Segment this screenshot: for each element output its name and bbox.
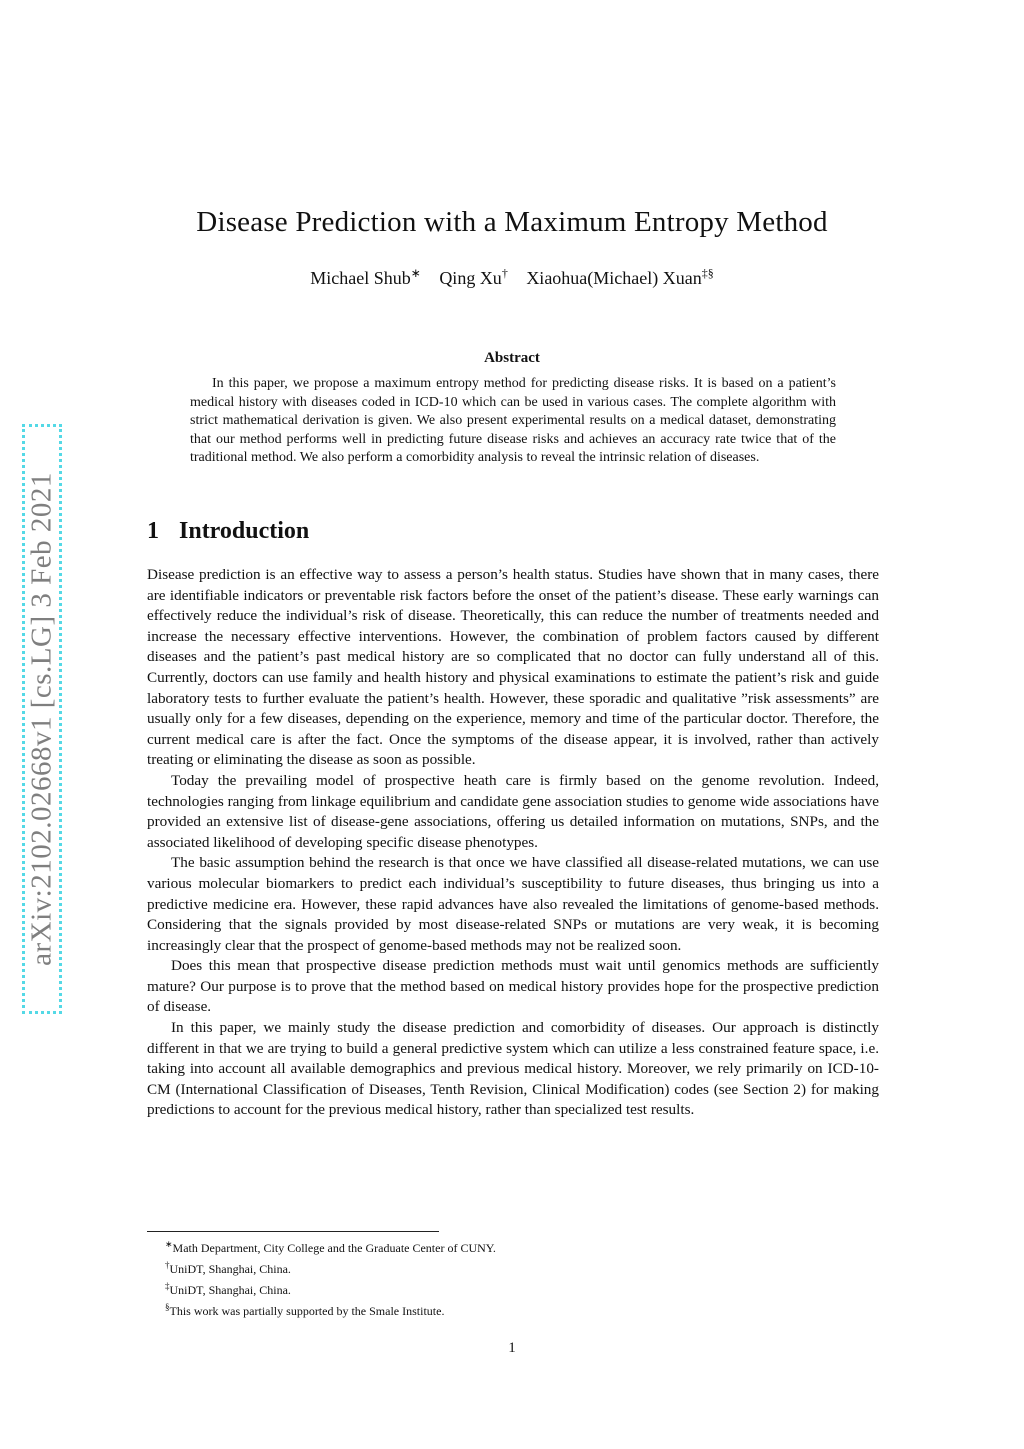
footnote — [165, 1278, 496, 1299]
footnote-mark: ‡ — [165, 1281, 170, 1291]
body-paragraph: In this paper, we mainly study the disease prediction and comorbidity of diseases. Our approach is distinctly different in that we are trying to build a general predictive system which can utilize a less constrained feature space, i.e. taking into account all available demographics and previous medical history. Moreover, we rely primarily on ICD-10-CM (International Classification of Diseases, Tenth Revision, Clinical Modification) codes (see Section 2) for making predictions to account for the previous medical history, rather than specialized test results. — [147, 1019, 879, 1119]
footnote-mark: ∗ — [165, 1239, 173, 1249]
author-name: Qing Xu — [439, 268, 502, 288]
footnote-text: UniDT, Shanghai, China. — [169, 1283, 291, 1297]
page-number: 1 — [508, 1340, 516, 1356]
author-name: Michael Shub — [310, 268, 411, 288]
abstract-text: In this paper, we propose a maximum entropy method for predicting disease risks. It is based on a patient’s medical history with diseases coded in ICD-10 which can be used in various cases. The complete algorithm with strict mathematical derivation is given. We also present experimental results on a medical dataset, demonstrating that our method performs well in predicting future disease risks and achieves an accuracy rate twice that of the traditional method. We also perform a comorbidity analysis to reveal the intrinsic relation of diseases. — [190, 376, 836, 466]
footnotes — [165, 1236, 496, 1320]
footnote-text: This work was partially supported by the Smale Institute. — [169, 1304, 445, 1318]
author-name: Xiaohua(Michael) Xuan — [526, 268, 702, 288]
arxiv-identifier: arXiv:2102.02668v1 [cs.LG] 3 Feb 2021 — [25, 472, 58, 966]
author-footnote-mark: ‡§ — [701, 266, 714, 280]
abstract-heading: Abstract — [484, 350, 540, 366]
section-title: Introduction — [179, 518, 310, 544]
author-list — [0, 266, 1024, 289]
footnote — [165, 1299, 496, 1320]
footnote-mark: † — [165, 1260, 170, 1270]
body-paragraph: The basic assumption behind the research is that once we have classified all disease-related mutations, we can use various molecular biomarkers to predict each individual’s susceptibility to future diseases, thus bringing us into a predictive medicine era. However, these rapid advances have also revealed the limitations of genome-based methods. Considering that the signals provided by most disease-related SNPs or mutations are very weak, it is becoming increasingly clear that the prospect of genome-based methods may not be realized soon. — [147, 854, 879, 954]
footnote-mark: § — [165, 1302, 170, 1312]
footnote — [165, 1257, 496, 1278]
author-footnote-mark: † — [501, 266, 508, 280]
paper-title: Disease Prediction with a Maximum Entropy Method — [196, 206, 828, 238]
footnote-divider — [147, 1231, 439, 1232]
footnote-text: UniDT, Shanghai, China. — [169, 1262, 291, 1276]
body-paragraph: Does this mean that prospective disease prediction methods must wait until genomics methods are sufficiently mature? Our purpose is to prove that the method based on medical history provides hope for the prospective prediction of disease. — [147, 957, 879, 1016]
introduction-body — [147, 565, 879, 1121]
body-paragraph: Disease prediction is an effective way to assess a person’s health status. Studies have shown that in many cases, there are identifiable indicators or preventable risk factors before the onset of the patient’s disease. These early warnings can effectively reduce the individual’s risk of disease. Theoretically, this can reduce the number of treatments needed and increase the necessary effective interventions. However, the combination of problem factors caused by different diseases and the patient’s past medical history are so complicated that no doctor can fully understand all of this. Currently, doctors can use family and health history and physical examinations to estimate the patient’s risk and guide laboratory tests to further evaluate the patient’s health. However, these sporadic and qualitative ”risk assessments” are usually only for a few diseases, depending on the experience, memory and time of the particular doctor. Therefore, the current medical care is after the fact. Once the symptoms of the disease appear, it is involved, rather than actively treating or eliminating the disease as soon as possible. — [147, 566, 879, 769]
arxiv-stamp — [22, 424, 62, 1014]
body-paragraph: Today the prevailing model of prospective heath care is firmly based on the genome revolution. Indeed, technologies ranging from linkage equilibrium and candidate gene association studies to genome wide associations have provided an extensive list of disease-gene associations, offering us detailed information on mutations, SNPs, and the associated likelihood of developing specific disease phenotypes. — [147, 771, 879, 851]
footnote-text: Math Department, City College and the Graduate Center of CUNY. — [172, 1241, 496, 1255]
author-footnote-mark: ∗ — [410, 266, 421, 280]
footnote — [165, 1236, 496, 1257]
section-heading — [147, 518, 309, 545]
section-number: 1 — [147, 518, 159, 544]
